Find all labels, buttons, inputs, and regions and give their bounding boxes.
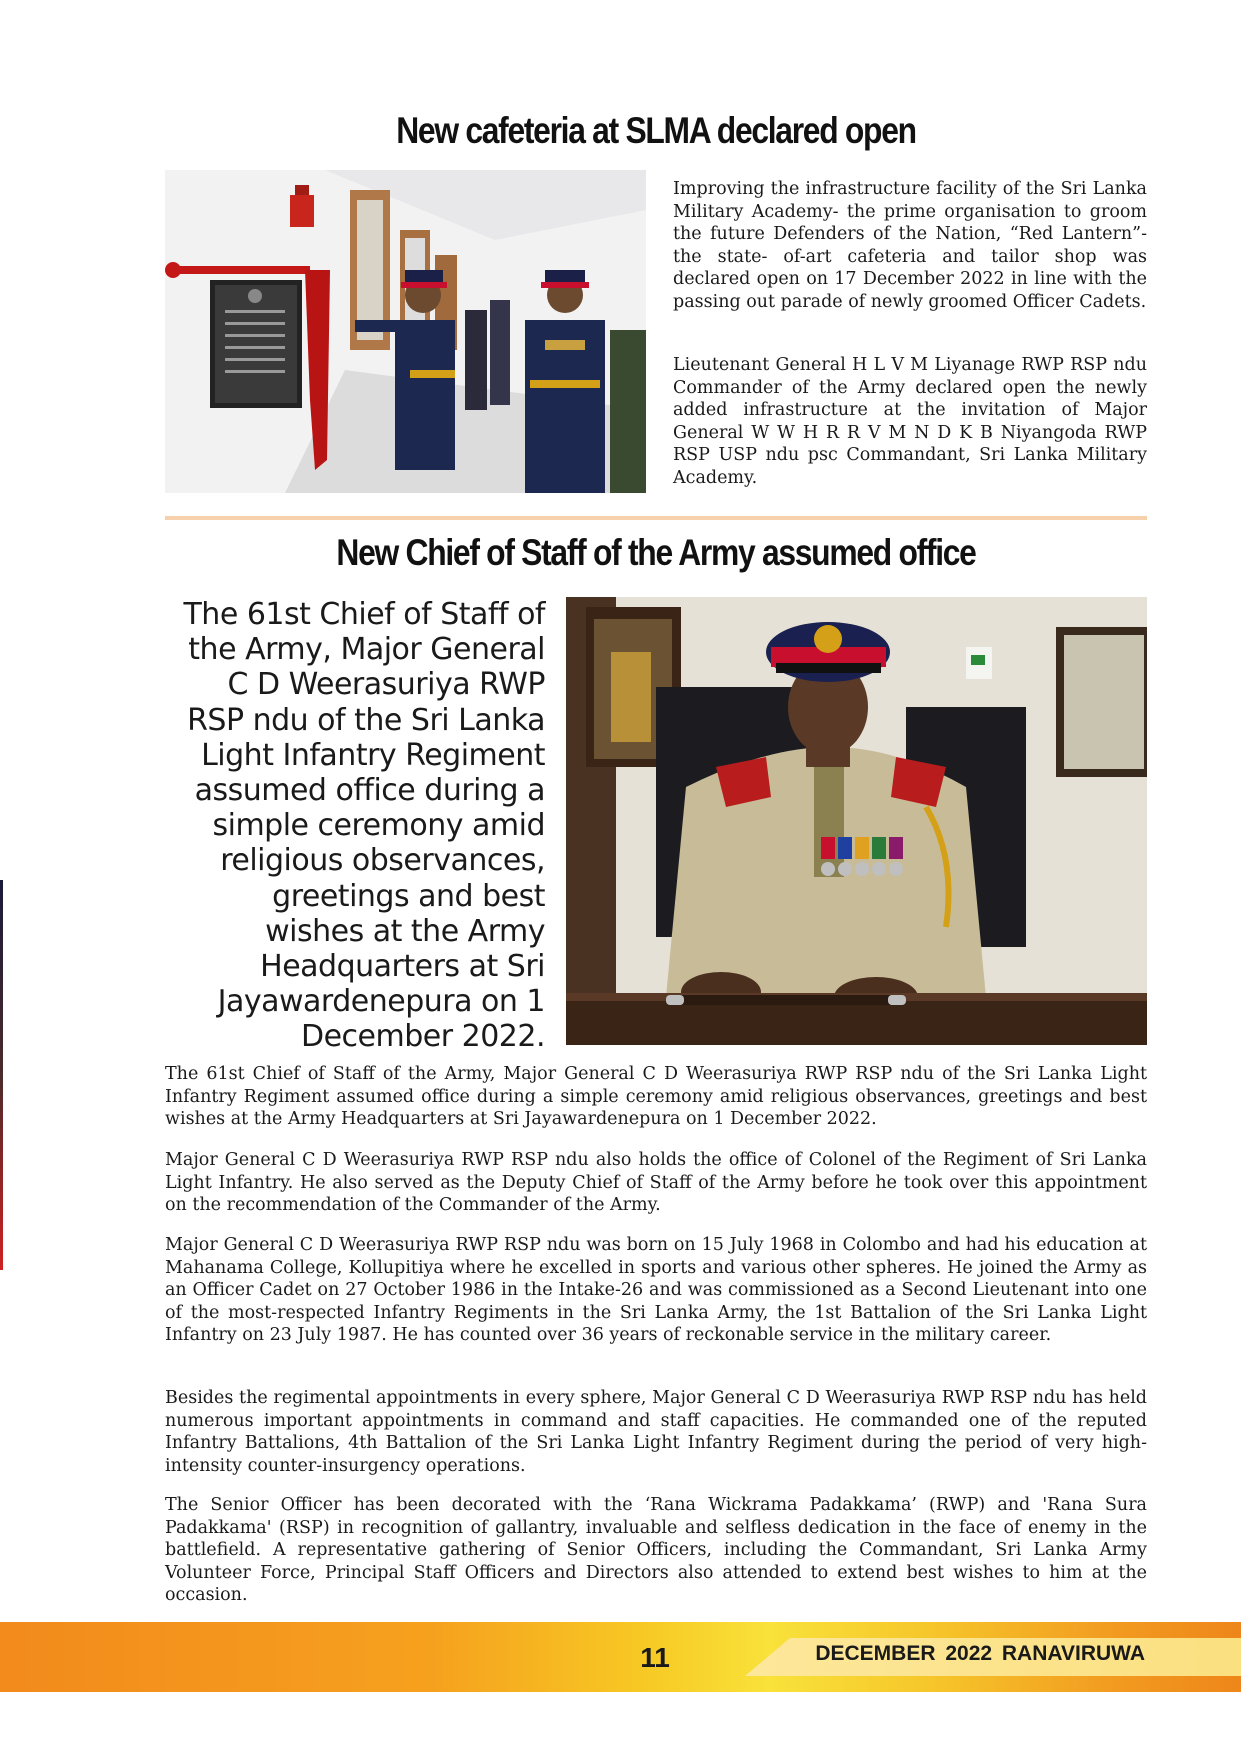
- section-divider: [165, 516, 1147, 520]
- footer-issue-label: DECEMBER 2022 RANAVIRUWA: [815, 1642, 1145, 1665]
- article1-headline: New cafeteria at SLMA declared open: [396, 110, 916, 151]
- chief-of-staff-portrait: [566, 597, 1147, 1045]
- article2-paragraph-1: The 61st Chief of Staff of the Army, Major General C D Weerasuriya RWP RSP ndu of the Sri Lanka Light Infantry Regiment assumed office during a simple ceremony amid religious observances, greetings and best wishes at the Army Headquarters at Sri Jayawardenepura on 1 December 2022.: [165, 1064, 1147, 1129]
- article2-paragraph-5: The Senior Officer has been decorated with the ‘Rana Wickrama Padakkama’ (RWP) and 'Rana Sura Padakkama' (RSP) in recognition of gallantry, invaluable and selfless dedication in the face of enemy in the battlefield. A representative gathering of Senior Officers, including the Commandant, Sri Lanka Army Volunteer Force, Principal Staff Officers and Directors also attended to extend best wishes to him at the occasion.: [165, 1495, 1147, 1605]
- article1-paragraph-2: Lieutenant General H L V M Liyanage RWP RSP ndu Commander of the Army declared open the newly added infrastructure at the invitation of Major General W W H R R V M N D K B Niyangoda RWP RSP USP ndu psc Commandant, Sri Lanka Military Academy.: [673, 355, 1147, 488]
- cafeteria-opening-photo: [165, 170, 646, 493]
- article2-paragraph-4: Besides the regimental appointments in every sphere, Major General C D Weerasuriya RWP RSP ndu has held numerous important appointments in command and staff capacities. He commanded one of the reputed Infantry Battalions, 4th Battalion of the Sri Lanka Light Infantry Regiment during the period of very high-intensity counter-insurgency operations.: [165, 1388, 1147, 1476]
- page-edge-strip: [0, 880, 3, 1270]
- pull-quote: The 61st Chief of Staff of the Army, Major General C D Weerasuriya RWP RSP ndu of the Sri Lanka Light Infantry Regiment assumed office during a simple ceremony amid religious observances, greetings and best wishes at the Army Headquarters at Sri Jayawardenepura on 1 December 2022.: [183, 597, 545, 1055]
- article2-paragraph-2: Major General C D Weerasuriya RWP RSP ndu also holds the office of Colonel of the Regiment of Sri Lanka Light Infantry. He also served as the Deputy Chief of Staff of the Army before he took over this appointment on the recommendation of the Commander of the Army.: [165, 1150, 1147, 1215]
- article2-headline: New Chief of Staff of the Army assumed office: [336, 532, 976, 573]
- article2-paragraph-3: Major General C D Weerasuriya RWP RSP ndu was born on 15 July 1968 in Colombo and had his education at Mahanama College, Kollupitiya where he excelled in sports and various other spheres. He joined the Army as an Officer Cadet on 27 October 1986 in the Intake-26 and was commissioned as a Second Lieutenant into one of the most-respected Infantry Regiments in the Sri Lanka Army, the 1st Battalion of the Sri Lanka Light Infantry on 23 July 1987. He has counted over 36 years of reckonable service in the military career.: [165, 1235, 1147, 1345]
- article1-paragraph-1: Improving the infrastructure facility of the Sri Lanka Military Academy- the prime organisation to groom the future Defenders of the Nation, “Red Lantern”- the state- of-art cafeteria and tailor shop was declared open on 17 December 2022 in line with the passing out parade of newly groomed Officer Cadets.: [673, 179, 1147, 312]
- page-footer: [0, 1622, 1241, 1754]
- page-number: 11: [640, 1642, 670, 1673]
